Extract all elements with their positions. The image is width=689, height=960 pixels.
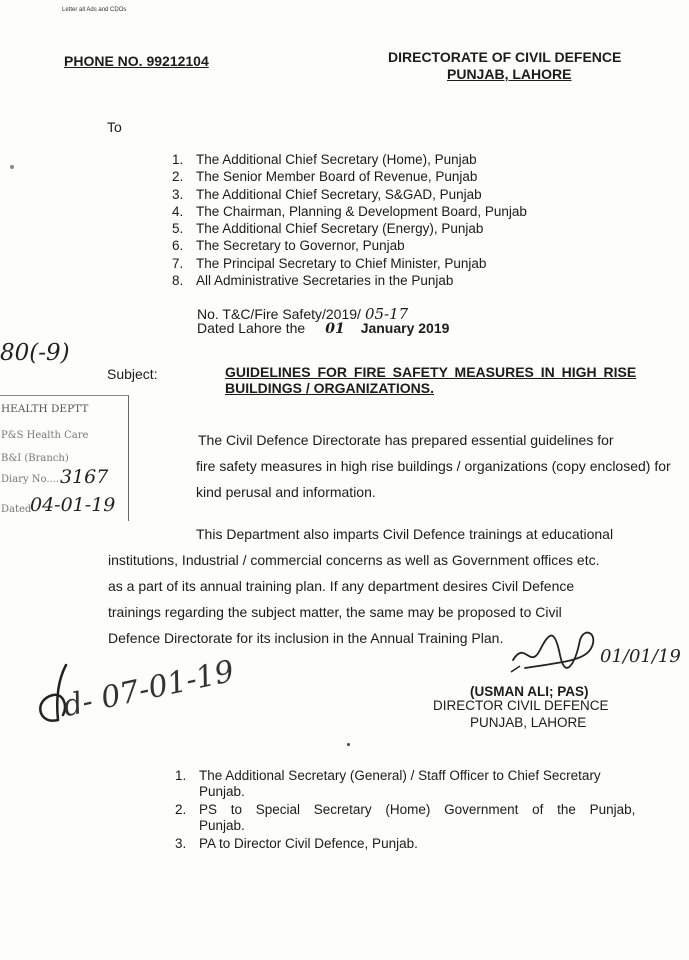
recipient-number: 4. (172, 203, 184, 219)
paragraph-1-line: fire safety measures in high rise buildings / organizations (copy enclosed) for (196, 458, 671, 474)
paragraph-2-line: institutions, Industrial / commercial concerns as well as Government offices etc. (108, 552, 600, 568)
subject-line-2: BUILDINGS / ORGANIZATIONS. (225, 380, 434, 396)
dated-day: 01 (325, 321, 345, 337)
stamp-wing: P&S Health Care (1, 430, 89, 441)
paper-speck (10, 165, 14, 169)
cc-text: PS to Special Secretary (Home) Government of the Punjab, (199, 802, 636, 817)
recipient-text: All Administrative Secretaries in the Punjab (196, 273, 454, 289)
cc-text: The Additional Secretary (General) / Staff Officer to Chief Secretary (199, 768, 601, 783)
recipient-item (172, 237, 527, 254)
margin-handwritten-note: d- 07-01-19 (60, 653, 238, 725)
recipient-item (172, 168, 527, 185)
signatory-title: DIRECTOR CIVIL DEFENCE (433, 698, 609, 713)
cc-item (175, 802, 635, 833)
subject-line-1: GUIDELINES FOR FIRE SAFETY MEASURES IN HIGH RISE (225, 364, 637, 380)
handwritten-diary-mark: 80(-9) (0, 340, 70, 366)
recipient-item (172, 220, 527, 237)
cc-line (175, 802, 635, 818)
cc-number: 1. (175, 768, 187, 783)
recipient-item (172, 272, 527, 289)
paper-speck (347, 743, 350, 746)
recipient-item (172, 186, 527, 203)
cc-line-continued: Punjab. (199, 783, 245, 799)
recipient-number: 8. (172, 273, 184, 289)
top-note: Letter all Ads and CDOs (62, 7, 127, 13)
cc-item (175, 768, 635, 799)
subject-label: Subject: (107, 366, 158, 382)
signatory-location: PUNJAB, LAHORE (470, 715, 587, 730)
dated-label: Dated Lahore the (197, 320, 306, 336)
cc-number: 2. (175, 802, 187, 817)
cc-number: 3. (175, 836, 187, 851)
paragraph-2-line: as a part of its annual training plan. If any department desires Civil Defence (108, 578, 575, 594)
recipient-text: The Chairman, Planning & Development Board, Punjab (196, 203, 527, 219)
recipient-text: The Senior Member Board of Revenue, Punjab (196, 169, 478, 185)
cc-line (175, 836, 635, 852)
phone-number: PHONE NO. 99212104 (64, 53, 209, 69)
stamp-branch: B&I (Branch) (1, 453, 69, 464)
recipient-number: 7. (172, 255, 184, 271)
recipient-number: 5. (172, 221, 184, 237)
recipient-text: The Additional Chief Secretary (Home), Punjab (196, 152, 477, 167)
paragraph-1-line: The Civil Defence Directorate has prepared essential guidelines for (198, 432, 614, 448)
dated-month-year: January 2019 (360, 320, 450, 336)
recipient-item (172, 151, 527, 168)
signatory-name: (USMAN ALI; PAS) (470, 684, 589, 699)
paragraph-1-line: kind perusal and information. (196, 484, 376, 500)
recipient-number: 6. (172, 238, 184, 254)
cc-line-continued: Punjab. (199, 817, 245, 833)
directorate-location: PUNJAB, LAHORE (447, 66, 572, 82)
recipient-item (172, 255, 527, 272)
signature-scribble (505, 620, 605, 675)
recipient-text: The Secretary to Governor, Punjab (196, 238, 405, 254)
reference-handwritten: 05-17 (364, 305, 409, 323)
recipient-item (172, 203, 527, 220)
recipient-list (172, 151, 527, 289)
paragraph-2-line: This Department also imparts Civil Defence trainings at educational (196, 526, 614, 542)
recipient-number: 2. (172, 169, 184, 185)
copy-to-list (175, 768, 635, 855)
recipient-text: The Principal Secretary to Chief Minister, Punjab (196, 255, 487, 271)
stamp-date-label: Dated (1, 504, 32, 515)
recipient-number: 3. (172, 186, 184, 202)
to-label: To (107, 119, 122, 135)
stamp-department: HEALTH DEPTT (1, 403, 89, 415)
stamp-diary-label: Diary No.... (1, 474, 60, 485)
cc-line (175, 768, 635, 784)
recipient-number: 1. (172, 152, 184, 167)
stamp-date-value: 04-01-19 (30, 494, 116, 516)
reference-label: No. T&C/Fire Safety/2019/ (197, 306, 361, 322)
cc-text: PA to Director Civil Defence, Punjab. (199, 836, 418, 851)
paragraph-2-line: trainings regarding the subject matter, the same may be proposed to Civil (108, 604, 562, 620)
recipient-text: The Additional Chief Secretary, S&GAD, Punjab (196, 186, 482, 202)
stamp-diary-number: 3167 (60, 466, 109, 488)
paragraph-2-line: Defence Directorate for its inclusion in the Annual Training Plan. (108, 630, 504, 646)
cc-item (175, 836, 635, 852)
signature-date: 01/01/19 (600, 646, 681, 667)
directorate-name: DIRECTORATE OF CIVIL DEFENCE (388, 49, 622, 65)
recipient-text: The Additional Chief Secretary (Energy), Punjab (196, 221, 484, 237)
dated-line (197, 320, 449, 337)
